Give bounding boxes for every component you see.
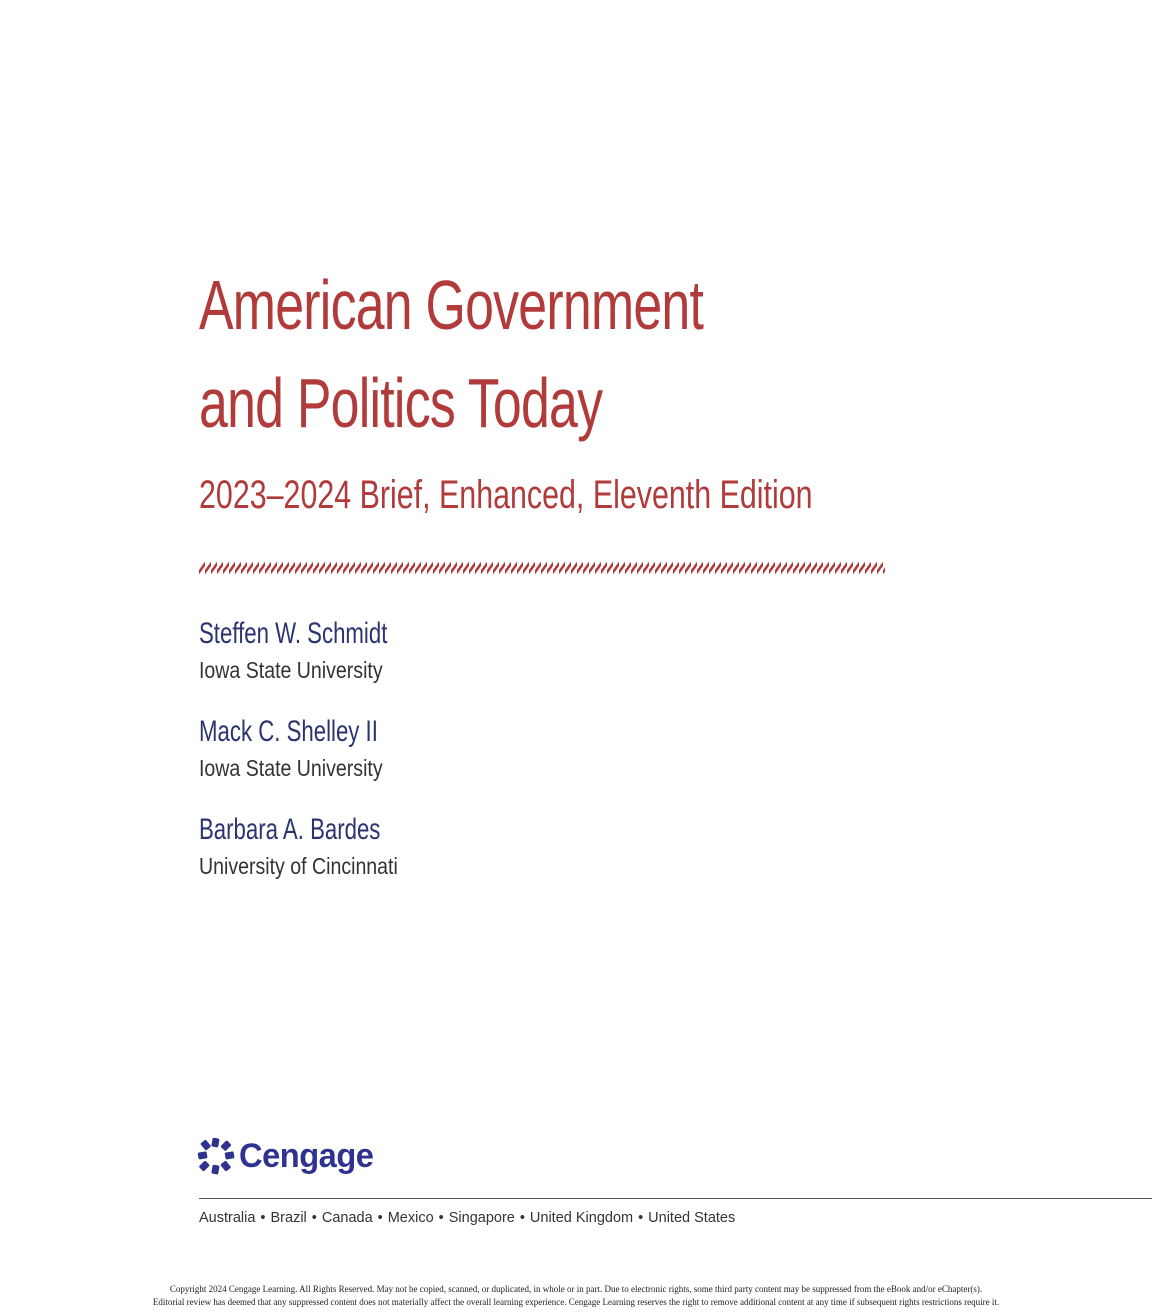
location-item: Brazil [270, 1210, 307, 1226]
location-item: Mexico [387, 1210, 434, 1226]
book-title-line2: and Politics Today [199, 364, 603, 442]
publisher-name: Cengage [239, 1137, 374, 1175]
author-affiliation: Iowa State University [199, 755, 383, 781]
copyright-notice-line2: Editorial review has deemed that any suppressed content does not materially affect the overall learning experience. Cengage Learning reserves the right to remove additional content at any time if subsequent rights restrictions require it. [152, 1297, 1000, 1307]
footer-divider [199, 1198, 1152, 1199]
location-item: United States [648, 1210, 736, 1226]
book-title-line1: American Government [199, 266, 704, 344]
location-separator: • [311, 1210, 317, 1226]
edition-subtitle: 2023–2024 Brief, Enhanced, Eleventh Edition [199, 473, 813, 517]
book-title [199, 256, 703, 452]
hatched-divider [199, 562, 885, 575]
author-name: Steffen W. Schmidt [199, 617, 388, 650]
location-item: Canada [321, 1210, 373, 1226]
location-item: United Kingdom [529, 1210, 634, 1226]
location-item: Singapore [448, 1210, 515, 1226]
location-separator: • [519, 1210, 525, 1226]
location-separator: • [438, 1210, 444, 1226]
author-name: Barbara A. Bardes [199, 813, 381, 846]
location-item: Australia [199, 1210, 256, 1226]
publisher-locations [199, 1208, 735, 1228]
location-separator: • [638, 1210, 644, 1226]
location-separator: • [377, 1210, 383, 1226]
location-separator: • [260, 1210, 266, 1226]
author-affiliation: University of Cincinnati [199, 853, 398, 879]
author-name: Mack C. Shelley II [199, 715, 378, 748]
cengage-mark-icon [197, 1137, 235, 1175]
publisher-logo [197, 1136, 379, 1176]
copyright-notice-line1: Copyright 2024 Cengage Learning. All Rights Reserved. May not be copied, scanned, or duplicated, in whole or in part. Due to electronic rights, some third party content may be suppressed from the eBook and/or eChapter(s). [169, 1284, 983, 1294]
author-affiliation: Iowa State University [199, 657, 383, 683]
